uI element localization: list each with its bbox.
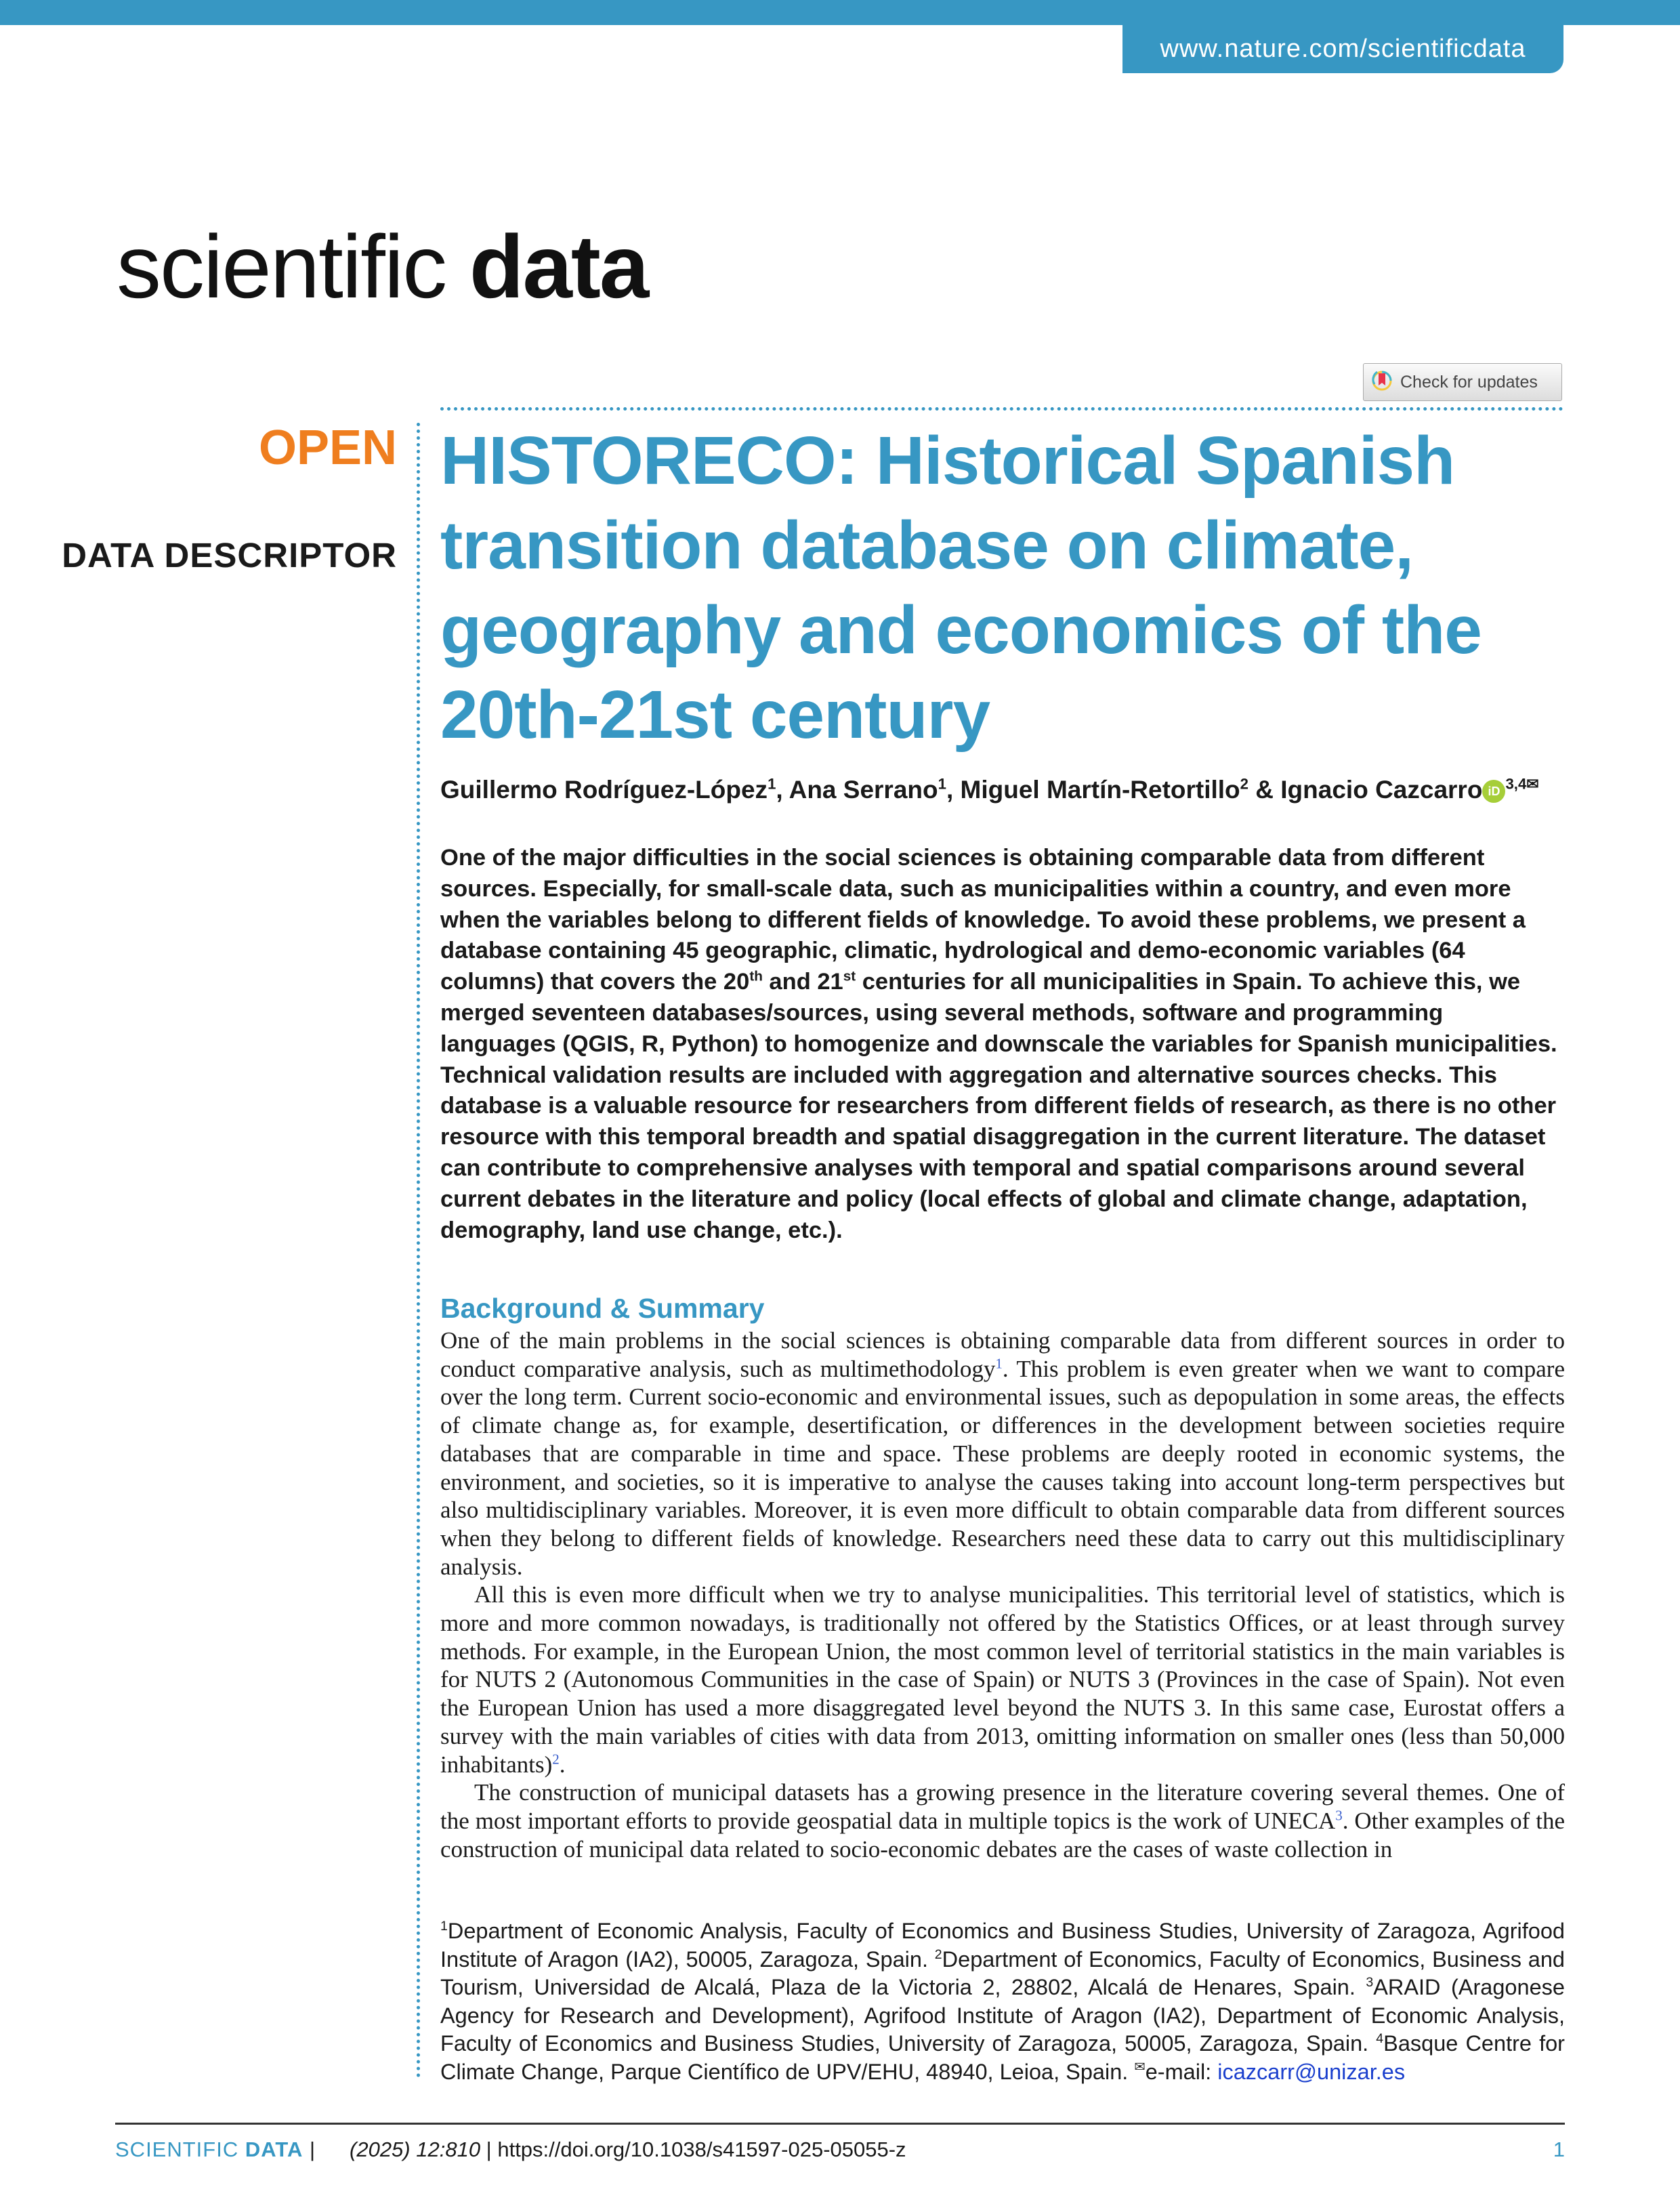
superscript: 1: [995, 1355, 1003, 1372]
footer-citation: [350, 2138, 906, 2162]
page-number: 1: [1553, 2138, 1565, 2161]
superscript: 1: [440, 1919, 448, 1934]
logo-light: scientific: [117, 217, 446, 316]
author-list: [440, 776, 1592, 804]
text-run: Guillermo Rodríguez-López: [440, 776, 768, 804]
logo-bold: data: [469, 217, 648, 316]
text-run: All this is even more difficult when we try to analyse municipalities. This territorial level of statistics, which is more and more common nowadays, is traditionally not offered by the Statistics Offices, or at least through survey methods. For example, in the European Union, the most common level of territorial statistics in the main variables is for NUTS 2 (Autonomous Communities in the case of Spain) or NUTS 3 (Provinces in the case of Spain). Not even the European Union has used a more disaggregated level beyond the NUTS 3. In this same case, Eurostat offers a survey with the main variables of cities with data from 2013, omitting information on smaller ones (less than 50,000 inhabitants): [440, 1581, 1565, 1778]
footer-journal: [115, 2138, 316, 2162]
text-run: The construction of municipal datasets has a growing presence in the literature covering several themes. One of the most important efforts to provide geospatial data in multiple topics is the work of UNECA: [440, 1779, 1565, 1834]
superscript: ✉: [1134, 2060, 1146, 2075]
superscript: 2: [1240, 775, 1248, 793]
superscript: 3: [1335, 1807, 1343, 1824]
superscript: 4: [1376, 2031, 1384, 2047]
text-run: & Ignacio Cazcarro: [1248, 776, 1483, 804]
footer-doi-link[interactable]: | https://doi.org/10.1038/s41597-025-05055-z: [480, 2138, 906, 2161]
page-footer: [115, 2138, 1565, 2162]
footer-sep: |: [303, 2138, 316, 2161]
text-run: Basque Centre for Climate Change, Parque Científico de UPV/EHU, 48940, Leioa, Spain.: [440, 2031, 1566, 2084]
affiliations: [440, 1917, 1565, 2087]
superscript: 2: [934, 1946, 942, 1962]
superscript: 2: [552, 1750, 560, 1767]
text-run: .: [559, 1751, 566, 1778]
text-run: e-mail:: [1145, 2059, 1218, 2084]
body-text: [440, 1327, 1565, 1863]
open-access-label: OPEN: [258, 421, 397, 475]
article-type-label: DATA DESCRIPTOR: [62, 536, 397, 575]
text-run: , Miguel Martín-Retortillo: [946, 776, 1240, 804]
footer-volume: (2025) 12:810: [350, 2138, 481, 2161]
superscript: 1: [938, 775, 946, 793]
text-run: and 21: [762, 969, 843, 995]
text-run: One of the main problems in the social sciences is obtaining comparable data from different sources in order to conduct comparative analysis, such as multimethodology: [440, 1327, 1565, 1382]
email-envelope-icon[interactable]: ✉: [1526, 775, 1539, 793]
paragraph: [440, 1778, 1565, 1863]
author-affil-sup: 3,4: [1505, 775, 1527, 793]
abstract: [440, 843, 1565, 1246]
divider-vertical: [417, 423, 420, 2079]
text-run: One of the major difficulties in the social sciences is obtaining comparable data from different sources. Especially, for small-scale data, such as municipalities within a country, and even more when the variables belong to different fields of knowledge. To avoid these problems, we present a database containing 45 geographic, climatic, hydrological and demo-economic variables (64 columns) that covers the 20: [440, 845, 1526, 995]
crossmark-icon: [1372, 369, 1392, 396]
top-banner: [0, 0, 1680, 25]
divider-horizontal: [440, 407, 1563, 411]
footer-journal-bold: DATA: [245, 2138, 303, 2161]
check-for-updates-label: Check for updates: [1400, 372, 1538, 392]
superscript: 1: [768, 775, 776, 793]
paragraph: [440, 1581, 1565, 1778]
text-run: , Ana Serrano: [776, 776, 938, 804]
footer-rule: [115, 2123, 1565, 2125]
check-for-updates-button[interactable]: [1363, 363, 1562, 401]
text-run: ARAID (Aragonese Agency for Research and Development), Agrifood Institute of Aragon (IA2), Department of Economic Analysis, Faculty of Economics and Business Studies, University of Zaragoza, 50005, Zaragoza, Spain.: [440, 1975, 1565, 2056]
footer-journal-light: SCIENTIFIC: [115, 2138, 245, 2161]
text-run: . This problem is even greater when we want to compare over the long term. Current socio-economic and environmental issues, such as depopulation in some areas, the effects of climate change as, for example, desertification, or differences in the development between societies require databases that are comparable in time and space. These problems are deeply rooted in economic systems, the environment, and societies, so it is imperative to analyse the causes taking into account long-term perspectives but also multidisciplinary variables. Moreover, it is even more difficult to obtain comparable data from different sources when they belong to different fields of knowledge. Researchers need these data to carry out this multidisciplinary analysis.: [440, 1355, 1565, 1580]
email-link[interactable]: icazcarr@unizar.es: [1217, 2059, 1406, 2084]
superscript: 3: [1366, 1975, 1374, 1991]
text-run: centuries for all municipalities in Spain. To achieve this, we merged seventeen databases/sources, using several methods, software and programming languages (QGIS, R, Python) to homogenize and downscale the variables for Spanish municipalities. Technical validation results are included with aggregation and alternative sources checks. This database is a valuable resource for researchers from different fields of research, as there is no other resource with this temporal breadth and spatial disaggregation in the current literature. The dataset can contribute to comprehensive analyses with temporal and spatial comparisons around several current debates in the literature and policy (local effects of global and climate change, adaptation, demography, land use change, etc.).: [440, 969, 1557, 1243]
text-run: Department of Economic Analysis, Faculty of Economics and Business Studies, University of Zaragoza, Agrifood Institute of Aragon (IA2), 50005, Zaragoza, Spain.: [440, 1919, 1565, 1972]
text-run: . Other examples of the construction of municipal data related to socio-economic debates are the cases of waste collection in: [440, 1807, 1565, 1862]
journal-logo: [117, 215, 648, 318]
paragraph: [440, 1327, 1565, 1581]
orcid-icon[interactable]: iD: [1482, 780, 1505, 803]
article-title: HISTORECO: Historical Spanish transition database on climate, geography and economics of the 20th-21st century: [440, 423, 1482, 753]
section-heading-background: Background & Summary: [440, 1293, 765, 1324]
superscript: st: [843, 968, 856, 984]
text-run: Department of Economics, Faculty of Economics, Business and Tourism, Universidad de Alcalá, Plaza de la Victoria 2, 28802, Alcalá de Henares, Spain.: [440, 1946, 1565, 2000]
superscript: th: [749, 968, 763, 984]
journal-url-link[interactable]: www.nature.com/scientificdata: [1122, 24, 1563, 73]
